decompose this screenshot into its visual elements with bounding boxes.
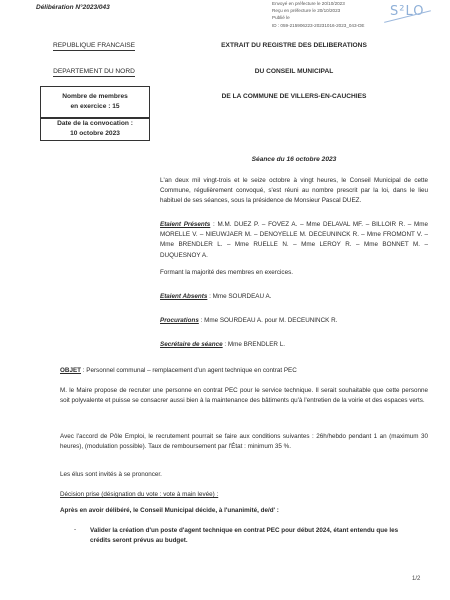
slo-logo: S²LO [390,4,425,19]
procurations-label: Procurations [160,317,199,324]
deliberation-number: Délibération N°2023/043 [36,4,110,11]
paragraph-conditions: Avec l'accord de Pôle Emploi, le recrutement pourrait se faire aux conditions suivantes : 26h/hebdo pendant 1 an (maximum 30 heures), (modulation possible). Taux de remboursement par l'État : minimum 35 %. [60,433,428,451]
majorite-text: Formant la majorité des membres en exercices. [160,269,293,276]
objet-text: : Personnel communal – remplacement d'un agent technique en contrat PEC [81,367,297,374]
procurations-paragraph [160,316,428,326]
secretaire-label: Secrétaire de séance [160,341,223,348]
republique-label: REPUBLIQUE FRANCAISE [52,42,136,49]
page-number: 1/2 [412,576,421,582]
presents-paragraph [160,220,428,261]
departement-label: DEPARTEMENT DU NORD [53,68,135,75]
paragraph-proposal: M. le Maire propose de recruter une personne en contrat PEC pour le service technique. Il serait souhaitable que cette personne soit polyvalente et puisse se consacrer aussi bien à la maintenance des bâtiments qu'à l'entretien de la voirie et des espaces verts. [60,387,428,405]
absents-text: : Mme SOURDEAU A. [207,293,272,300]
commune-title: DE LA COMMUNE DE VILLERS-EN-CAUCHIES [221,93,367,100]
stamp-received: Reçu en préfecture le 20/10/2023 [272,8,341,14]
council-title: DU CONSEIL MUNICIPAL [254,68,334,75]
procurations-text: : Mme SOURDEAU A. pour M. DECEUNINCK R. [198,317,338,324]
secretaire-paragraph [160,340,428,350]
bullet-dash: - [74,526,77,533]
membres-line1: Nombre de membres [62,93,128,100]
convocation-box [40,117,150,141]
membres-box [40,86,150,119]
stamp-published: Publié le [272,15,290,21]
convocation-line2: 10 octobre 2023 [70,129,120,137]
presents-text: : M.M. DUEZ P. – FOVEZ A. – Mme DELAVAL MF. – BILLOIR R. – Mme MORELLE V. – NIEUWJAER M. – DENOYELLE M. DECEUNINCK R. – Mme FROMONT V. – Mme BRENDLER L. – Mme RUELLE N. – Mme LEROY R. – Mme BONNET M. – DUQUESNOY A. [160,221,428,259]
stamp-id: ID : 059-215906223-20231016-2023_043-DE [272,22,365,28]
secretaire-text: : Mme BRENDLER L. [222,341,285,348]
absents-paragraph [160,292,428,302]
absents-label: Etaient Absents [160,293,208,300]
register-title: EXTRAIT DU REGISTRE DES DELIBERATIONS [221,42,367,49]
intro-paragraph: L'an deux mil vingt-trois et le seize octobre à vingt heures, le Conseil Municipal de cette Commune, régulièrement convoqué, s'est réuni au nombre prescrit par la loi, dans le lieu habituel de ses séances, sous la présidence de Monsieur Pascal DUEZ. [160,177,428,205]
deliberation-result: Après en avoir délibéré, le Conseil Municipal décide, à l'unanimité, de/d' : [60,507,279,514]
decision-line: Décision prise (désignation du vote : vote à main levée) : [60,491,219,498]
seance-date: Séance du 16 octobre 2023 [251,156,337,163]
membres-line2: en exercice : 15 [70,102,120,110]
convocation-line1: Date de la convocation : [57,120,133,127]
bullet-text: Valider la création d'un poste d'agent technique en contrat PEC pour début 2024, étant entendu que les crédits seront prévus au budget. [90,527,399,545]
objet-line [60,366,428,376]
paragraph-invitation: Les élus sont invités à se prononcer. [60,471,162,478]
presents-label: Etaient Présents [160,221,211,228]
objet-label: OBJET [60,367,81,374]
stamp-sent: Envoyé en préfecture le 20/10/2023 [272,1,345,6]
